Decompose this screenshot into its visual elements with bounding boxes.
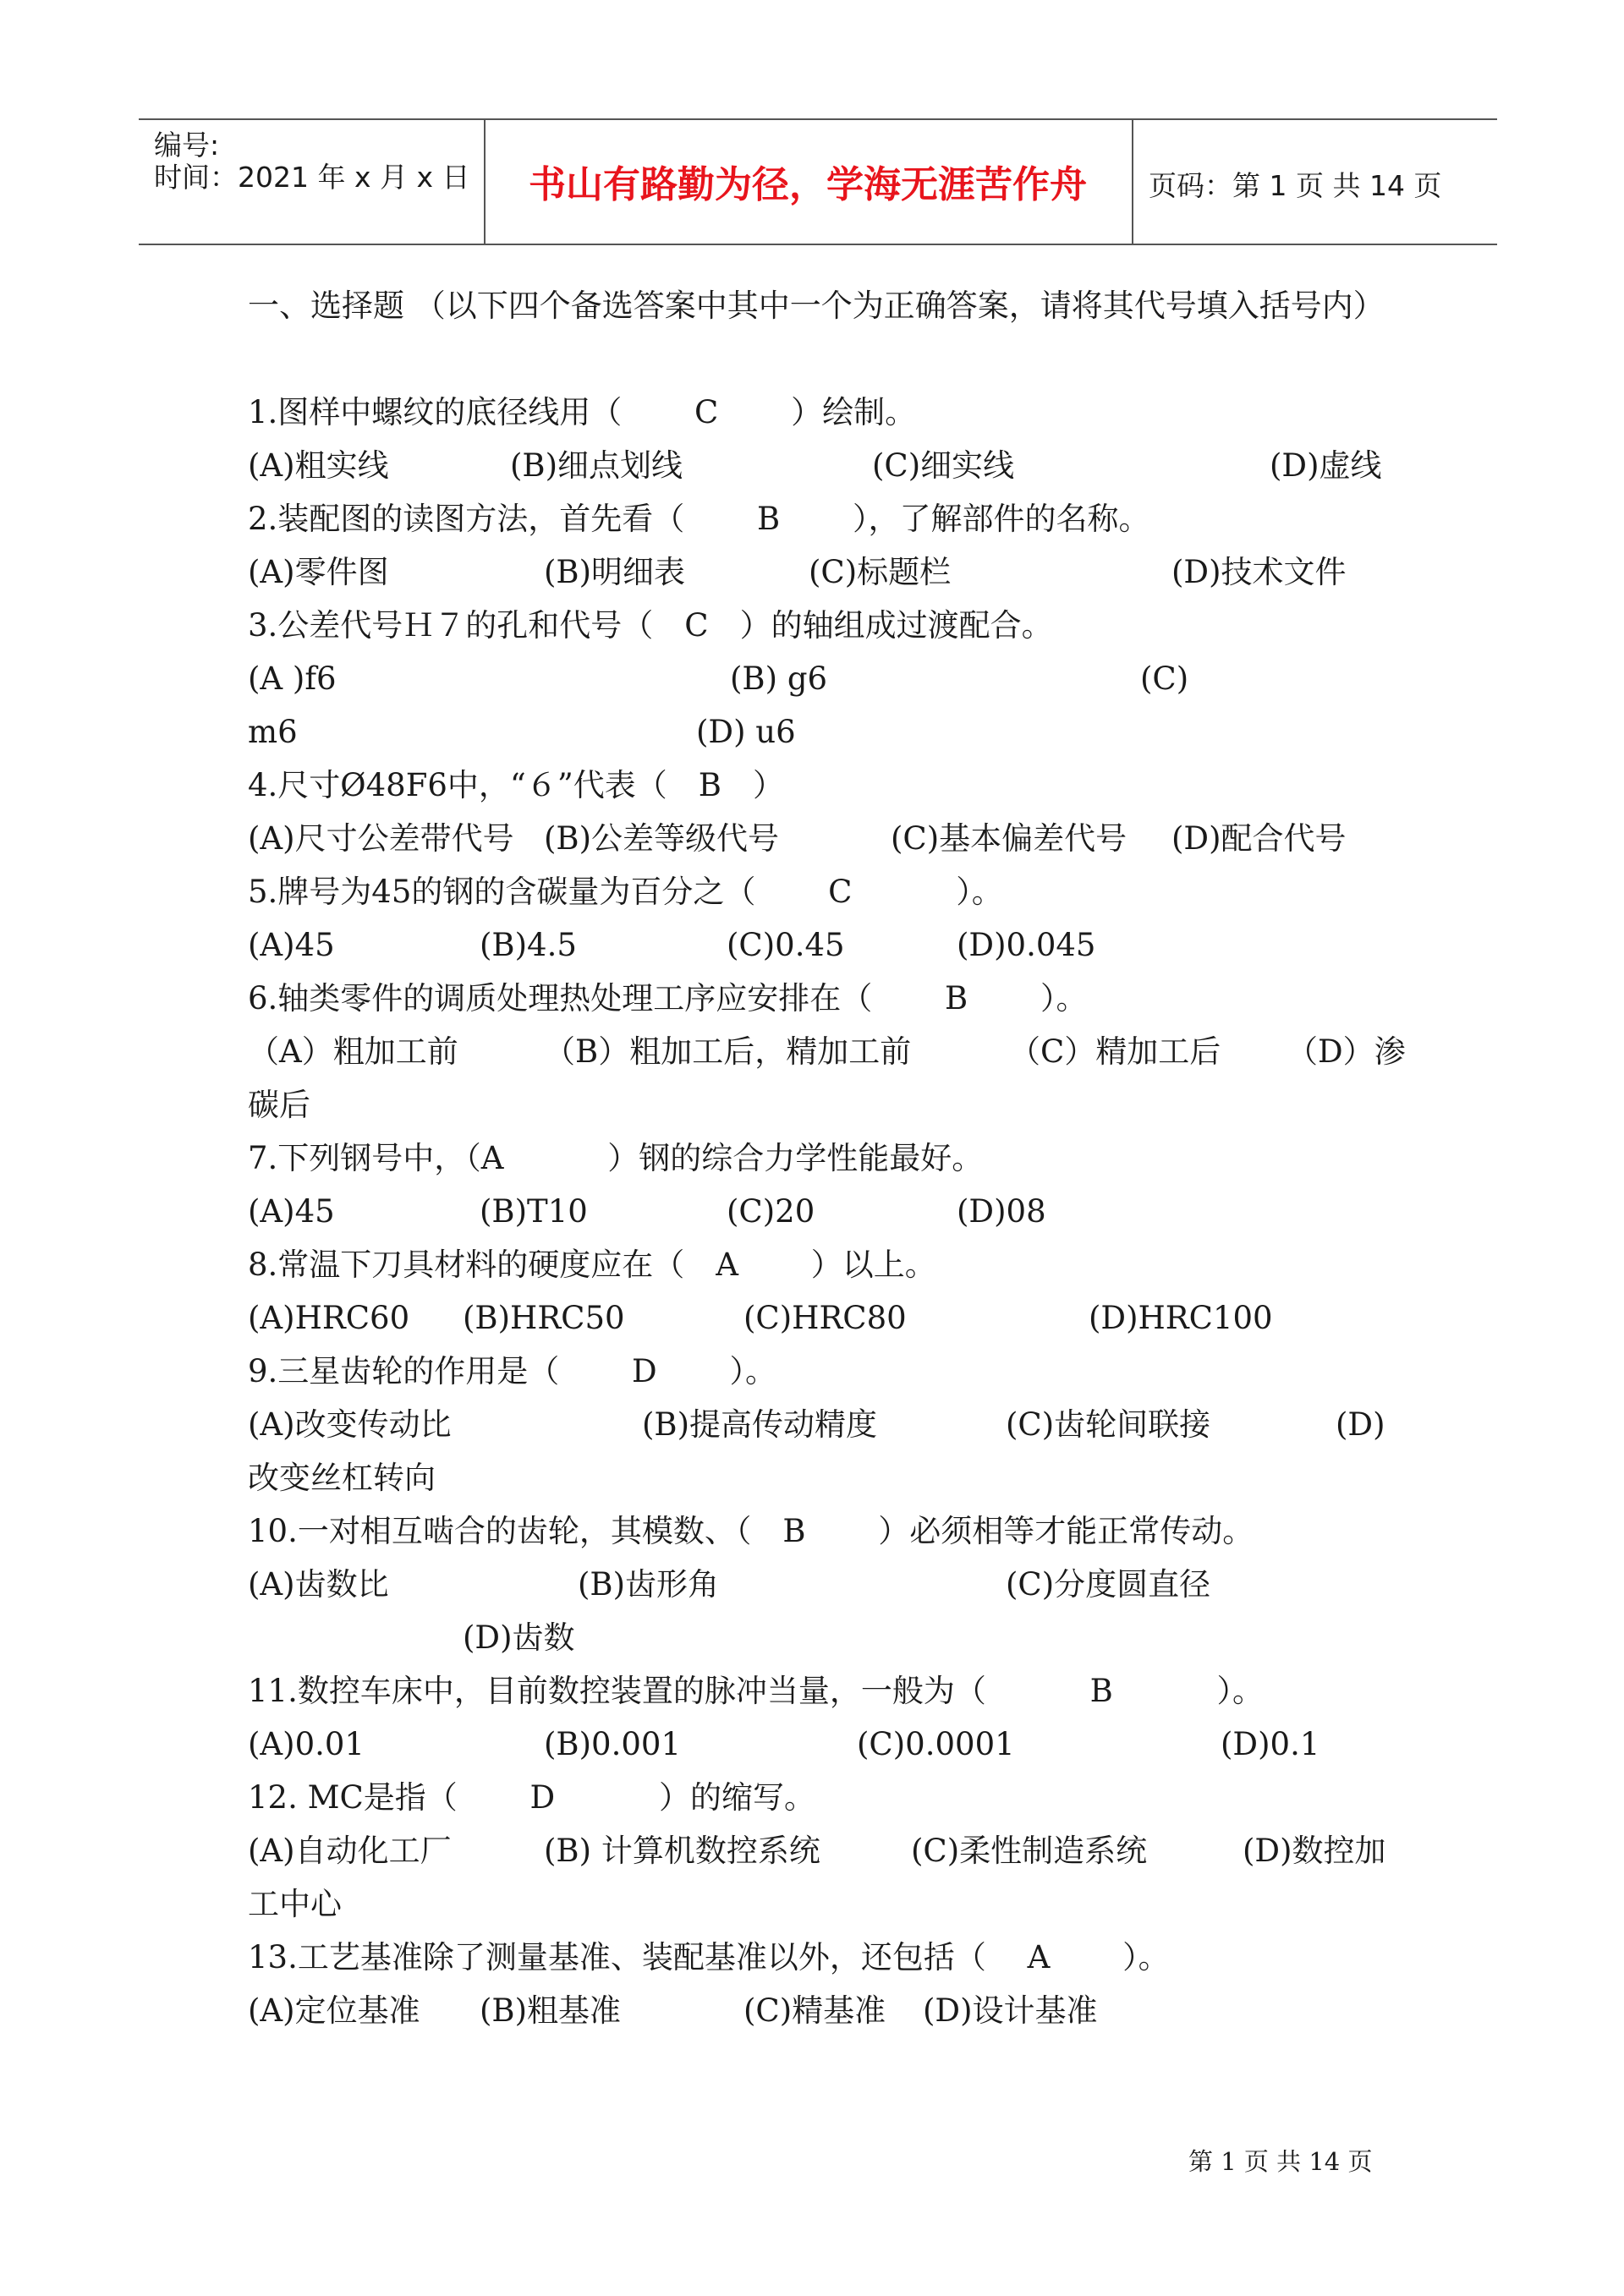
option-a: (A)45 xyxy=(248,1193,335,1230)
question-10-stem: 10.一对相互啮合的齿轮，其模数、（ B ）必须相等才能正常传动。 xyxy=(248,1513,1254,1549)
question-4-options xyxy=(248,812,1398,865)
option-a: （A）粗加工前 xyxy=(248,1033,458,1070)
option-d: (D)0.1 xyxy=(1221,1726,1320,1762)
option-d: (D) xyxy=(1336,1406,1385,1443)
option-d: (D)虚线 xyxy=(1270,447,1382,484)
question-8-options xyxy=(248,1291,1398,1345)
option-a: (A)改变传动比 xyxy=(248,1406,452,1443)
question-9-options xyxy=(248,1398,1398,1451)
option-b: (B)T10 xyxy=(480,1193,588,1230)
option-c: (C)标题栏 xyxy=(809,554,952,590)
question-13-options xyxy=(248,1984,1398,2037)
option-b: (B)公差等级代号 xyxy=(544,820,780,857)
question-4-stem: 4.尺寸Ø48F6中，“６”代表（ B ） xyxy=(248,767,784,803)
option-d: (D)08 xyxy=(957,1193,1046,1230)
option-b: (B)粗基准 xyxy=(480,1992,622,2029)
option-d: (D)技术文件 xyxy=(1171,554,1347,590)
question-7-options xyxy=(248,1185,1398,1238)
option-a: (A )f6 xyxy=(248,660,337,697)
question-6-stem: 6.轴类零件的调质处理热处理工序应安排在（ B ）。 xyxy=(248,980,1088,1016)
question-9-continuation: 改变丝杠转向 xyxy=(248,1460,436,1496)
option-b: (B)明细表 xyxy=(544,554,686,590)
date-label: 时间：2021 年 x 月 x 日 xyxy=(154,161,470,194)
question-2-stem: 2.装配图的读图方法，首先看（ B ），了解部件的名称。 xyxy=(248,501,1150,537)
option-b: （B）粗加工后，精加工前 xyxy=(544,1033,912,1070)
header-middle-cell xyxy=(484,120,1133,244)
option-c: (C)分度圆直径 xyxy=(1006,1566,1211,1603)
option-c: (C)0.45 xyxy=(727,927,845,963)
option-b: (B) g6 xyxy=(730,660,828,697)
question-7-stem: 7.下列钢号中，（A ）钢的综合力学性能最好。 xyxy=(248,1140,984,1176)
option-c: (C) xyxy=(1140,660,1189,697)
option-a: (A)粗实线 xyxy=(248,447,389,484)
option-c: (C)柔性制造系统 xyxy=(911,1833,1148,1869)
document-body xyxy=(248,279,1406,2037)
document-header xyxy=(139,118,1497,245)
option-b: (B)细点划线 xyxy=(510,447,683,484)
question-8-stem: 8.常温下刀具材料的硬度应在（ A ）以上。 xyxy=(248,1247,936,1283)
option-a: (A)45 xyxy=(248,927,335,963)
header-right-cell xyxy=(1132,120,1497,244)
option-d: (D)HRC100 xyxy=(1089,1300,1273,1336)
question-9-stem: 9.三星齿轮的作用是（ D ）。 xyxy=(248,1353,776,1389)
page-footer: 第 1 页 共 14 页 xyxy=(1188,2147,1373,2176)
serial-number-label: 编号: xyxy=(154,129,220,162)
option-d: (D)设计基准 xyxy=(923,1992,1098,2029)
question-10-options-line1 xyxy=(248,1558,1398,1611)
option-d: (D)0.045 xyxy=(957,927,1096,963)
option-a: (A)齿数比 xyxy=(248,1566,389,1603)
option-c: (C)精基准 xyxy=(743,1992,886,2029)
question-12-continuation: 工中心 xyxy=(248,1886,342,1922)
option-a: (A)定位基准 xyxy=(248,1992,420,2029)
question-5-stem: 5.牌号为45的钢的含碳量为百分之（ C ）。 xyxy=(248,874,1003,910)
option-a: (A)HRC60 xyxy=(248,1300,410,1336)
option-a: (A)零件图 xyxy=(248,554,389,590)
option-c: (C)细实线 xyxy=(872,447,1015,484)
question-6-continuation: 碳后 xyxy=(248,1087,310,1123)
question-3-options-line2 xyxy=(248,705,1398,759)
option-c: (C)齿轮间联接 xyxy=(1006,1406,1211,1443)
option-c: (C)基本偏差代号 xyxy=(891,820,1127,857)
page-number-label: 页码：第 1 页 共 14 页 xyxy=(1149,169,1442,202)
question-10-options-line2 xyxy=(248,1611,1398,1664)
question-12-stem: 12. MC是指（ D ）的缩写。 xyxy=(248,1779,815,1816)
option-d: (D)数控加 xyxy=(1243,1833,1386,1869)
option-c-value: m6 xyxy=(248,714,298,750)
option-b: (B)HRC50 xyxy=(463,1300,625,1336)
option-c: （C）精加工后 xyxy=(1009,1033,1221,1070)
question-6-options xyxy=(248,1025,1406,1078)
option-d: (D)齿数 xyxy=(463,1619,575,1656)
option-a: (A)自动化工厂 xyxy=(248,1833,452,1869)
option-b: (B)齿形角 xyxy=(578,1566,720,1603)
option-a: (A)0.01 xyxy=(248,1726,365,1762)
option-b: (B)4.5 xyxy=(480,927,577,963)
option-c: (C)HRC80 xyxy=(743,1300,907,1336)
question-1-stem: 1.图样中螺纹的底径线用（ C ）绘制。 xyxy=(248,394,917,430)
option-c: (C)0.0001 xyxy=(857,1726,1015,1762)
question-3-options-line1 xyxy=(248,652,1398,705)
question-12-options xyxy=(248,1824,1398,1877)
option-c: (C)20 xyxy=(727,1193,815,1230)
option-b: (B)0.001 xyxy=(544,1726,681,1762)
header-left-cell xyxy=(139,120,486,244)
question-2-options xyxy=(248,545,1398,599)
question-1-options xyxy=(248,439,1398,492)
motto: 书山有路勤为径，学海无涯苦作舟 xyxy=(529,163,1087,206)
question-11-stem: 11.数控车床中，目前数控装置的脉冲当量，一般为（ B ）。 xyxy=(248,1673,1265,1709)
option-d: （D）渗 xyxy=(1287,1033,1406,1070)
option-d: (D)配合代号 xyxy=(1171,820,1347,857)
option-d: (D) u6 xyxy=(696,714,796,750)
question-5-options xyxy=(248,918,1398,972)
option-a: (A)尺寸公差带代号 xyxy=(248,820,514,857)
question-13-stem: 13.工艺基准除了测量基准、装配基准以外，还包括（ A ）。 xyxy=(248,1939,1170,1975)
question-11-options xyxy=(248,1718,1398,1771)
section-title: 一、选择题 （以下四个备选答案中其中一个为正确答案，请将其代号填入括号内） xyxy=(248,288,1385,324)
option-b: (B) 计算机数控系统 xyxy=(544,1833,820,1869)
option-b: (B)提高传动精度 xyxy=(642,1406,878,1443)
question-3-stem: 3.公差代号Ｈ７的孔和代号（ C ）的轴组成过渡配合。 xyxy=(248,607,1053,644)
